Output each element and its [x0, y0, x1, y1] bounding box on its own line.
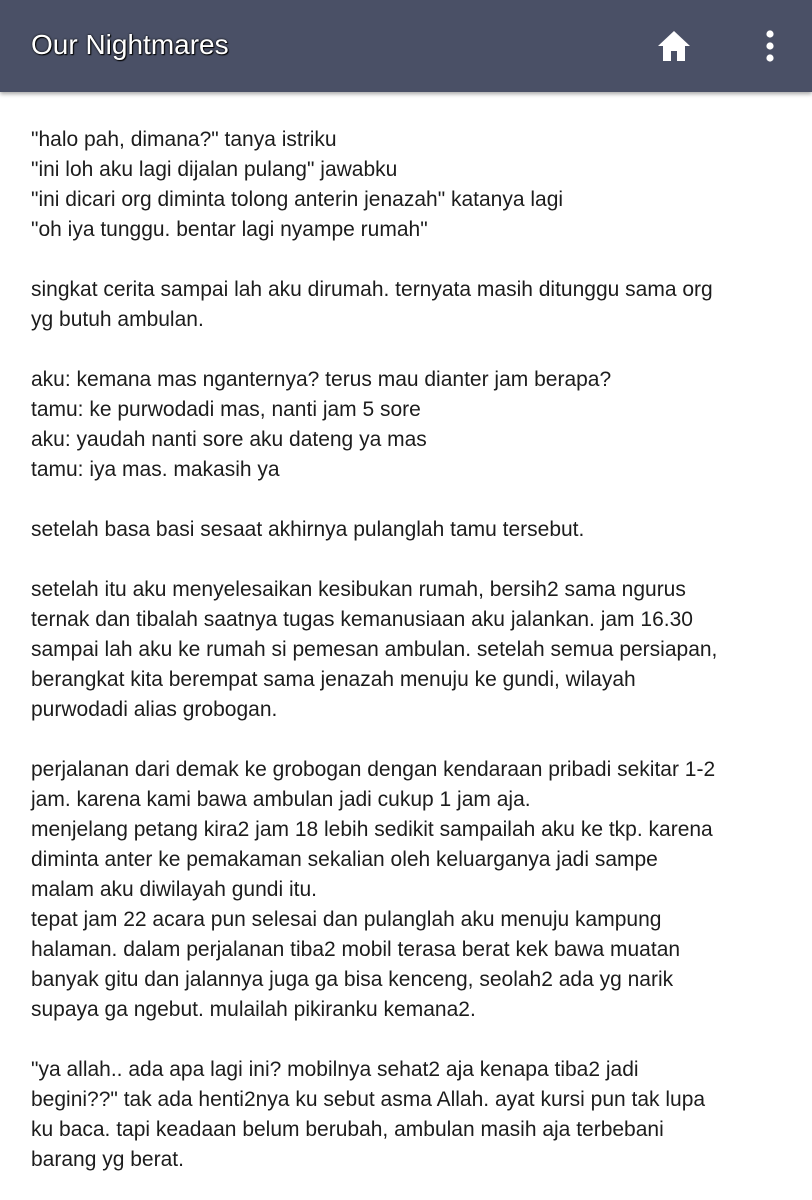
story-paragraph [31, 515, 791, 545]
story-line: "ini loh aku lagi dijalan pulang" jawabku [31, 158, 398, 181]
story-line: tamu: ke purwodadi mas, nanti jam 5 sore [31, 398, 421, 421]
story-paragraph [31, 1055, 791, 1175]
story-line: "halo pah, dimana?" tanya istriku [31, 128, 337, 151]
story-line: setelah itu aku menyelesaikan kesibukan rumah, bersih2 sama ngurus [31, 578, 686, 601]
story-paragraph [31, 275, 791, 335]
home-button[interactable] [652, 24, 696, 68]
story-line: "ya allah.. ada apa lagi ini? mobilnya sehat2 aja kenapa tiba2 jadi [31, 1058, 639, 1081]
story-line: setelah basa basi sesaat akhirnya pulanglah tamu tersebut. [31, 518, 585, 541]
more-vert-icon [765, 29, 775, 63]
story-line: halaman. dalam perjalanan tiba2 mobil terasa berat kek bawa muatan [31, 938, 681, 961]
story-line: supaya ga ngebut. mulailah pikiranku kemana2. [31, 998, 476, 1021]
home-icon [656, 29, 692, 63]
story-line: barang yg berat. [31, 1148, 184, 1171]
paragraph-gap [31, 545, 791, 575]
story-line: purwodadi alias grobogan. [31, 698, 278, 721]
story-line: yg butuh ambulan. [31, 308, 204, 331]
story-paragraph [31, 575, 791, 725]
story-line: tepat jam 22 acara pun selesai dan pulanglah aku menuju kampung [31, 908, 662, 931]
more-options-button[interactable] [750, 24, 790, 68]
paragraph-gap [31, 335, 791, 365]
story-paragraph [31, 365, 791, 485]
story-line: sampai lah aku ke rumah si pemesan ambulan. setelah semua persiapan, [31, 638, 718, 661]
paragraph-gap [31, 485, 791, 515]
paragraph-gap [31, 725, 791, 755]
story-line: "oh iya tunggu. bentar lagi nyampe rumah" [31, 218, 428, 241]
story-line: perjalanan dari demak ke grobogan dengan kendaraan pribadi sekitar 1-2 [31, 758, 716, 781]
story-line: "ini dicari org diminta tolong anterin jenazah" katanya lagi [31, 188, 564, 211]
story-line: tamu: iya mas. makasih ya [31, 458, 280, 481]
story-line: malam aku diwilayah gundi itu. [31, 878, 317, 901]
story-paragraph [31, 755, 791, 1025]
story-line: aku: kemana mas nganternya? terus mau dianter jam berapa? [31, 368, 612, 391]
story-line: aku: yaudah nanti sore aku dateng ya mas [31, 428, 427, 451]
story-line: berangkat kita berempat sama jenazah menuju ke gundi, wilayah [31, 668, 636, 691]
story-line: jam. karena kami bawa ambulan jadi cukup 1 jam aja. [31, 788, 531, 811]
story-line: ku baca. tapi keadaan belum berubah, ambulan masih aja terbebani [31, 1118, 664, 1141]
paragraph-gap [31, 245, 791, 275]
story-line: diminta anter ke pemakaman sekalian oleh keluarganya jadi sampe [31, 848, 658, 871]
story-text [31, 125, 791, 1175]
app-bar [0, 0, 812, 92]
story-line: banyak gitu dan jalannya juga ga bisa kenceng, seolah2 ada yg narik [31, 968, 674, 991]
story-line: singkat cerita sampai lah aku dirumah. ternyata masih ditunggu sama org [31, 278, 713, 301]
story-line: begini??" tak ada henti2nya ku sebut asma Allah. ayat kursi pun tak lupa [31, 1088, 706, 1111]
paragraph-gap [31, 1025, 791, 1055]
story-paragraph [31, 125, 791, 245]
story-line: ternak dan tibalah saatnya tugas kemanusiaan aku jalankan. jam 16.30 [31, 608, 693, 631]
app-title: Our Nightmares [31, 29, 229, 60]
story-line: menjelang petang kira2 jam 18 lebih sedikit sampailah aku ke tkp. karena [31, 818, 713, 841]
story-content [0, 92, 812, 1200]
